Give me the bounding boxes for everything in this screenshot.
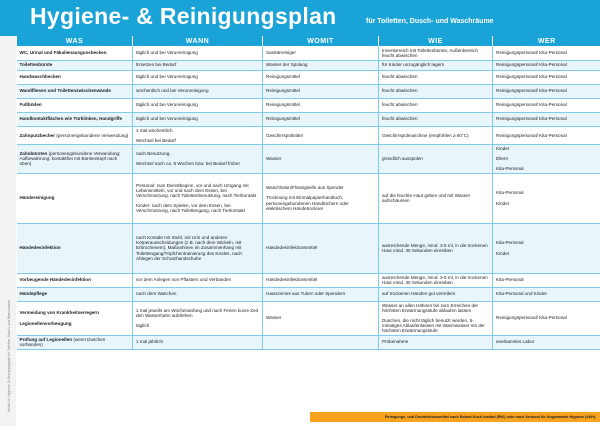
cell-womit bbox=[263, 273, 379, 287]
cell-wann bbox=[133, 144, 263, 173]
cell-womit bbox=[263, 301, 379, 335]
wie-text: feucht abwischen bbox=[382, 102, 418, 108]
wann-text: vor dem Anlegen von Pflastern und Verbänden bbox=[136, 277, 232, 283]
wann-text: 1 mal wöchentlich bbox=[136, 127, 173, 133]
was-label: Vermeidung von Krankheitserregern bbox=[19, 310, 99, 316]
cell-wann bbox=[133, 335, 263, 349]
cell-wer bbox=[493, 46, 600, 60]
cell-wann bbox=[133, 84, 263, 98]
cell-wer bbox=[493, 84, 600, 98]
cell-wie bbox=[379, 46, 493, 60]
womit-text: Reinigungsmittel bbox=[266, 74, 300, 80]
cell-wann bbox=[133, 70, 263, 84]
wer-text: Reinigungspersonal/ Kita-Personal bbox=[496, 102, 567, 108]
womit-text: Trocknung mit Einmalpapierhandtuch, personengebundenen Handtüchern oder elektrischem Händetrockner bbox=[266, 195, 349, 211]
womit-text: Händedesinfektionsmittel bbox=[266, 245, 318, 251]
womit-text: Wasser der Spülung bbox=[266, 62, 308, 68]
wie-text: Wasser an allen Hähnen bis zum Erreichen der höchsten Erwärmungsstufe ablaufen lassen bbox=[382, 302, 479, 313]
wie-text: feucht abwischen bbox=[382, 88, 418, 94]
wann-text: Wechsel nach ca. 8 Wochen bzw. bei Bedarf früher bbox=[136, 161, 241, 167]
wann-text: täglich und bei Verunreinigung bbox=[136, 50, 198, 56]
wer-text: Kinder bbox=[496, 145, 510, 151]
plan-table bbox=[16, 36, 600, 350]
table-row bbox=[17, 112, 600, 126]
womit-text: Wasser bbox=[266, 315, 282, 321]
cell-was bbox=[17, 223, 133, 273]
cell-was bbox=[17, 46, 133, 60]
wer-text: Kita-Personal bbox=[496, 190, 524, 196]
was-label: WC, Urinal und Fäkalienausgussbecken bbox=[19, 50, 107, 56]
table-row bbox=[17, 223, 600, 273]
wann-text: Ersetzen bei Bedarf bbox=[136, 62, 177, 68]
cell-womit bbox=[263, 112, 379, 126]
cell-wann bbox=[133, 98, 263, 112]
was-note: (wenn Duschen vorhanden) bbox=[19, 336, 106, 348]
was-label: Vorbeugende Händedesinfektion bbox=[19, 277, 91, 283]
cell-wer bbox=[493, 60, 600, 70]
cell-wann bbox=[133, 273, 263, 287]
table-row bbox=[17, 98, 600, 112]
cell-womit bbox=[263, 223, 379, 273]
cell-was bbox=[17, 273, 133, 287]
cell-wer bbox=[493, 126, 600, 144]
table-header-row bbox=[17, 36, 600, 46]
was-label: Wandfliesen und Toilettenzwischenwände bbox=[19, 88, 111, 94]
wer-text: Kita-Personal bbox=[496, 166, 524, 172]
wann-text: wöchentlich und bei Verunreinigung bbox=[136, 88, 209, 94]
sidebar-print-info: Artikel-Nr. Hygiene- & Reinigungsplan für Toiletten, Dusch- und Waschräume bbox=[7, 299, 11, 412]
table-row bbox=[17, 301, 600, 335]
cell-wann bbox=[133, 126, 263, 144]
column-header-wie: WIE bbox=[379, 36, 493, 46]
wer-text: Reinigungspersonal/ Kita-Personal bbox=[496, 88, 567, 94]
cell-wie bbox=[379, 335, 493, 349]
cell-wie bbox=[379, 126, 493, 144]
page-title: Hygiene- & Reinigungsplan bbox=[30, 3, 337, 29]
wie-text: Innenbereich mit Toilettenbürste, Außenbereich feucht abwischen bbox=[382, 47, 478, 58]
cell-wie bbox=[379, 301, 493, 335]
was-note: (personengebundene Verwendung; Aufbewahrung: kontaktfrei mit Bürstenkopf nach oben) bbox=[19, 150, 121, 167]
wer-text: Reinigungspersonal/ Kita-Personal bbox=[496, 50, 567, 56]
wie-text: für Kinder unzugänglich lagern bbox=[382, 62, 445, 68]
cell-wer bbox=[493, 70, 600, 84]
wer-text: Eltern bbox=[496, 156, 509, 162]
cell-wann bbox=[133, 287, 263, 301]
cell-wie bbox=[379, 84, 493, 98]
table-row bbox=[17, 84, 600, 98]
column-header-womit: WOMIT bbox=[263, 36, 379, 46]
wie-text: gründlich ausspülen bbox=[382, 156, 423, 162]
womit-text: Sanitärreiniger bbox=[266, 50, 296, 56]
plan-sheet bbox=[16, 36, 600, 426]
footer bbox=[16, 412, 600, 426]
cell-was bbox=[17, 287, 133, 301]
cell-womit bbox=[263, 46, 379, 60]
cell-wer bbox=[493, 112, 600, 126]
womit-text: Geschirrspülmittel bbox=[266, 132, 303, 138]
was-label: Toilettenbürste bbox=[19, 62, 53, 68]
cell-womit bbox=[263, 126, 379, 144]
cell-wie bbox=[379, 144, 493, 173]
wann-text: nach Benutzung, bbox=[136, 151, 171, 156]
cell-wer bbox=[493, 144, 600, 173]
page-subtitle: für Toiletten, Dusch- und Waschräume bbox=[366, 18, 494, 25]
wie-text: auf trockenen Händen gut verreiben bbox=[382, 291, 456, 297]
wann-text: Wechsel bei Bedarf bbox=[136, 137, 176, 143]
table-body bbox=[17, 46, 600, 349]
cell-wie bbox=[379, 223, 493, 273]
was-label: Prüfung auf Legionellen bbox=[19, 336, 73, 342]
cell-womit bbox=[263, 70, 379, 84]
wann-text: täglich und bei Verunreinigung bbox=[136, 74, 198, 80]
table-row bbox=[17, 126, 600, 144]
wann-text: täglich bbox=[136, 323, 150, 329]
was-label-secondary: Legionellenvorbeugung bbox=[19, 320, 72, 326]
cell-wann bbox=[133, 60, 263, 70]
table-row bbox=[17, 287, 600, 301]
table-row bbox=[17, 70, 600, 84]
cell-womit bbox=[263, 144, 379, 173]
cell-wer bbox=[493, 335, 600, 349]
womit-text: Waschlotion/Flüssigseife aus Spender bbox=[266, 185, 344, 191]
cell-wer bbox=[493, 301, 600, 335]
womit-text: Reinigungsmittel bbox=[266, 88, 300, 94]
table-row bbox=[17, 60, 600, 70]
womit-text: Reinigungsmittel bbox=[266, 102, 300, 108]
wer-text: Kita-Personal bbox=[496, 277, 524, 283]
cell-was bbox=[17, 84, 133, 98]
womit-text: Hautcremes aus Tuben oder Spendern bbox=[266, 291, 346, 297]
table-row bbox=[17, 144, 600, 173]
womit-text: Reinigungsmittel bbox=[266, 116, 300, 122]
cell-was bbox=[17, 335, 133, 349]
cell-was bbox=[17, 70, 133, 84]
cell-was bbox=[17, 173, 133, 223]
womit-text: Wasser bbox=[266, 156, 282, 162]
wie-text: Duschen, die nicht täglich benutzt werden, 5-minütiges Ablaufenlassen mit Warmwasser mit der höchsten Erwärmungsstufe bbox=[382, 317, 485, 334]
cell-wie bbox=[379, 173, 493, 223]
wann-text: 1 mal jeweils am Wochenanfang und nach Ferien kurze Zeit den Wasserhahn aufdrehen bbox=[136, 307, 258, 318]
wie-text: feucht abwischen bbox=[382, 74, 418, 80]
wer-text: Kinder bbox=[496, 250, 510, 256]
cell-wie bbox=[379, 112, 493, 126]
wann-text: Kinder: nach dem Spielen, vor dem Essen, bei Verschmutzung, nach Toilettengang, nach Tierkontakt bbox=[136, 203, 245, 214]
wie-text: auf die feuchte Haut geben und mit Wasser aufschäumen bbox=[382, 192, 471, 204]
was-note: (personengebundene Verwendung) bbox=[56, 132, 129, 138]
wie-text: Probenahme bbox=[382, 339, 409, 345]
was-label: Zahnbürsten bbox=[19, 150, 48, 156]
wann-text: täglich und bei Verunreinigung bbox=[136, 102, 198, 108]
cell-wer bbox=[493, 223, 600, 273]
cell-was bbox=[17, 98, 133, 112]
cell-wann bbox=[133, 301, 263, 335]
was-label: Zahnputzbecher bbox=[19, 132, 55, 138]
cell-wann bbox=[133, 173, 263, 223]
cell-womit bbox=[263, 98, 379, 112]
cell-wann bbox=[133, 223, 263, 273]
cell-wann bbox=[133, 46, 263, 60]
cell-was bbox=[17, 126, 133, 144]
wer-text: Reinigungspersonal/ Kita-Personal bbox=[496, 132, 567, 138]
wer-text: Reinigungspersonal/ Kita-Personal bbox=[496, 74, 567, 80]
cell-wer bbox=[493, 273, 600, 287]
wer-text: Kita-Personal und Kinder bbox=[496, 291, 548, 297]
cell-womit bbox=[263, 84, 379, 98]
table-row bbox=[17, 335, 600, 349]
table-row bbox=[17, 173, 600, 223]
wer-text: anerkanntes Labor bbox=[496, 339, 535, 345]
womit-text: Händedesinfektionsmittel bbox=[266, 277, 318, 283]
cell-wann bbox=[133, 112, 263, 126]
cell-was bbox=[17, 60, 133, 70]
table-row bbox=[17, 46, 600, 60]
cell-was bbox=[17, 112, 133, 126]
wann-text: nach dem Waschen bbox=[136, 291, 177, 297]
column-header-wer: WER bbox=[493, 36, 600, 46]
wer-text: Reinigungspersonal/ Kita-Personal bbox=[496, 116, 567, 122]
wann-text: Personal: zum Dienstbeginn, vor und nach Umgang mit Lebensmitteln, vor und nach dem Essen, bei Verschmutzung, nach Toilettenbenutzung, nach Tierkontakt bbox=[136, 182, 257, 198]
wer-text: Reinigungspersonal/ Kita-Personal bbox=[496, 62, 567, 68]
wann-text: nach Kontakt mit Stuhl, mit Urin und anderen Körperausscheidungen (z.B. nach dem Wickeln, mit Erbrochenem), Maßnahmen im Zusammenhang mit Toilettengang/Töpfchentrainierung des Kindes, nach Ablegen der Schutzhandschuhe bbox=[136, 235, 242, 261]
was-label: Händedesinfektion bbox=[19, 245, 61, 251]
wie-text: feucht abwischen bbox=[382, 116, 418, 122]
title-bar bbox=[0, 0, 600, 36]
cell-womit bbox=[263, 173, 379, 223]
left-margin bbox=[0, 36, 16, 426]
was-label: Händepflege bbox=[19, 291, 48, 297]
column-header-was: WAS bbox=[17, 36, 133, 46]
wie-text: Geschirrspülmaschine (empfohlen ≥ 60°C) bbox=[382, 132, 469, 138]
wer-text: Reinigungspersonal/ Kita-Personal bbox=[496, 315, 567, 321]
cell-womit bbox=[263, 287, 379, 301]
cell-wie bbox=[379, 287, 493, 301]
table-row bbox=[17, 273, 600, 287]
was-label: Handwaschbecken bbox=[19, 74, 61, 80]
cell-wie bbox=[379, 60, 493, 70]
wer-text: Kita-Personal bbox=[496, 240, 524, 246]
footer-note: Reinigungs- und Desinfektionsmittel nach Robert-Koch-Institut (RKI) oder nach Verbund für Angewandte Hygiene (VAH). bbox=[310, 412, 600, 422]
cell-wer bbox=[493, 173, 600, 223]
was-label: Fußböden bbox=[19, 102, 42, 108]
cell-wie bbox=[379, 273, 493, 287]
was-label: Handkontaktflächen wie Türklinken, Handgriffe bbox=[19, 116, 123, 122]
cell-wie bbox=[379, 70, 493, 84]
wann-text: täglich und bei Verunreinigung bbox=[136, 116, 198, 122]
was-label: Händereinigung bbox=[19, 195, 55, 201]
cell-was bbox=[17, 301, 133, 335]
wie-text: ausreichende Menge, mind. 3-5 ml, in die trockenen Haut mind. 30 Sekunden einreiben bbox=[382, 242, 488, 254]
wann-text: 1 mal jährlich bbox=[136, 339, 164, 345]
cell-womit bbox=[263, 335, 379, 349]
cell-was bbox=[17, 144, 133, 173]
cell-womit bbox=[263, 60, 379, 70]
cell-wie bbox=[379, 98, 493, 112]
column-header-wann: WANN bbox=[133, 36, 263, 46]
wer-text: Kinder bbox=[496, 200, 510, 206]
wie-text: ausreichende Menge, mind. 3-5 ml, in die trockenen Haut mind. 30 Sekunden einreiben bbox=[382, 274, 488, 286]
cell-wer bbox=[493, 98, 600, 112]
cell-wer bbox=[493, 287, 600, 301]
